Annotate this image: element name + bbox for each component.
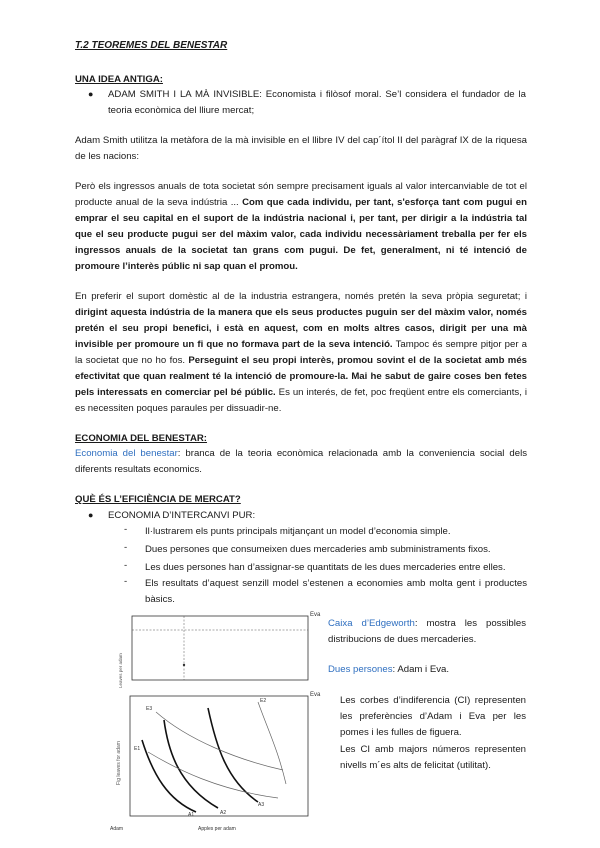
pure-exchange-bullet: ECONOMIA D’INTERCANVI PUR:	[108, 510, 256, 521]
edgeworth-note	[328, 616, 526, 648]
intro-paragraph: Adam Smith utilitza la metàfora de la mà invisible en el llibre IV del cap´ítol II del paràgraf IX de la riquesa de les nacions:	[75, 135, 527, 162]
quote-paragraph-1	[75, 179, 527, 275]
edgeworth-box-diagram	[112, 608, 326, 690]
higher-utility-note: Les CI amb majors números representen nivells m´es alts de felicitat (utilitat).	[340, 744, 526, 771]
edgeworth-note-text: : mostra les possibles distribucions de dues mercaderies.	[328, 618, 526, 645]
x-axis-label: Apples per adam	[198, 826, 236, 832]
eva-curve-e3	[258, 702, 286, 784]
list-item: Il·lustrarem els punts principals mitjançant un model d’economia simple.	[145, 526, 451, 537]
persons-note	[328, 662, 526, 678]
quote-2-plain-b: Tampoc és sempre pitjor per a la societat que no ho fos.	[75, 339, 528, 366]
y-axis-label-top: Leaves per adam	[118, 653, 123, 688]
dash-marker: -	[124, 542, 128, 553]
y-axis-label-bottom: Fig leaves for adam	[116, 741, 122, 785]
welfare-term: Economia del benestar	[75, 448, 178, 459]
list-item: Els resultats d’aquest senzill model s’estenen a economies amb molta gent i productes bàsics.	[145, 578, 527, 605]
page-title: T.2 TEOREMES DEL BENESTAR	[75, 40, 228, 51]
eva-origin-label: Eva	[310, 612, 321, 618]
curve-label: E1	[134, 746, 141, 752]
adam-smith-bullet-text: ADAM SMITH I LA MÀ INVISIBLE: Economista i filòsof moral. Se’l considera el fundador de la teoria econòmica del lliure mercat;	[108, 89, 526, 116]
edgeworth-term: Caixa d’Edgeworth	[328, 618, 415, 629]
welfare-definition	[75, 446, 527, 478]
heading-una-idea-antiga: UNA IDEA ANTIGA:	[75, 74, 163, 85]
bullet-dot: ●	[88, 89, 94, 99]
dash-marker: -	[124, 576, 128, 587]
welfare-definition-text: : branca de la teoria econòmica relacionada amb la conveniencia social dels diferents resultats economics.	[75, 448, 527, 475]
indifference-note: Les corbes d’indiferencia (CI) representen les preferències d’Adam i Eva per les pomes i les fulles de figuera.	[340, 695, 526, 738]
quote-paragraph-2	[75, 289, 527, 417]
adam-origin-label: Adam	[110, 826, 124, 832]
bullet-dot: ●	[88, 510, 94, 520]
quote-2-bold-a: dirigint aquesta indústria de la manera que els seus productes puguin ser del màxim valor, només pretén el seu propi benefici, i està en aquest, com en molts altres casos, dirigit per una mà invisible per promoure un fi que no formava part de la seva intenció.	[75, 307, 527, 350]
indifference-box-frame	[130, 696, 308, 816]
curve-label: E3	[146, 706, 153, 712]
curve-label: E2	[260, 698, 267, 704]
indifference-curves-diagram	[108, 690, 330, 834]
adam-curve-a1	[142, 740, 196, 812]
list-item: Dues persones que consumeixen dues mercaderies amb subministraments fixos.	[145, 544, 491, 555]
dash-marker: -	[124, 560, 128, 571]
persons-term: Dues persones	[328, 664, 393, 675]
curve-label: A1	[188, 812, 195, 818]
heading-economia-benestar: ECONOMIA DEL BENESTAR:	[75, 433, 208, 444]
curve-label: A2	[220, 810, 227, 816]
edgeworth-box-frame	[132, 616, 308, 680]
curve-label: A3	[258, 802, 265, 808]
eva-origin-label: Eva	[310, 692, 321, 698]
dash-marker: -	[124, 524, 128, 535]
quote-1-bold: Com que cada individu, per tant, s'esforça tant com pugui en emprar el seu capital en el suport de la indústria nacional i, per tant, per dirigir a la indústria tal que el seu producte pugui ser del màxim valor, cada individu necessàriament treballa per fer els ingressos anuals de la societat tan grans com pugui. De fet, generalment, ni té intenció de promoure l’interès públic ni sap quan el promou.	[75, 197, 527, 272]
heading-eficiencia-mercat: QUÈ ÉS L’EFICIÈNCIA DE MERCAT?	[75, 494, 241, 505]
list-item: Les dues persones han d’assignar-se quantitats de les dues mercaderies entre elles.	[145, 562, 506, 573]
quote-2-plain-c: Es un interés, de fet, poc freqüent entre els comerciants, i es necessiten poques paraules per dissuadir-ne.	[75, 387, 527, 414]
allocation-point	[183, 664, 185, 666]
quote-2-bold-b: Perseguint el seu propi interès, promou sovint el de la societat amb més efectivitat que quan realment té la intenció de promoure-la. Mai he sabut de gaire coses ben fetes pels interessats en comerciar pel bé públic.	[75, 355, 527, 398]
quote-1-plain: Però els ingressos anuals de tota societat són sempre precisament iguals al valor intercanviable de tot el producte anual de la seva indústria ...	[75, 181, 527, 208]
persons-note-text: : Adam i Eva.	[392, 664, 450, 675]
quote-2-plain-a: En preferir el suport domèstic al de la industria estrangera, només pretén la seva pròpia seguretat; i	[75, 291, 527, 302]
